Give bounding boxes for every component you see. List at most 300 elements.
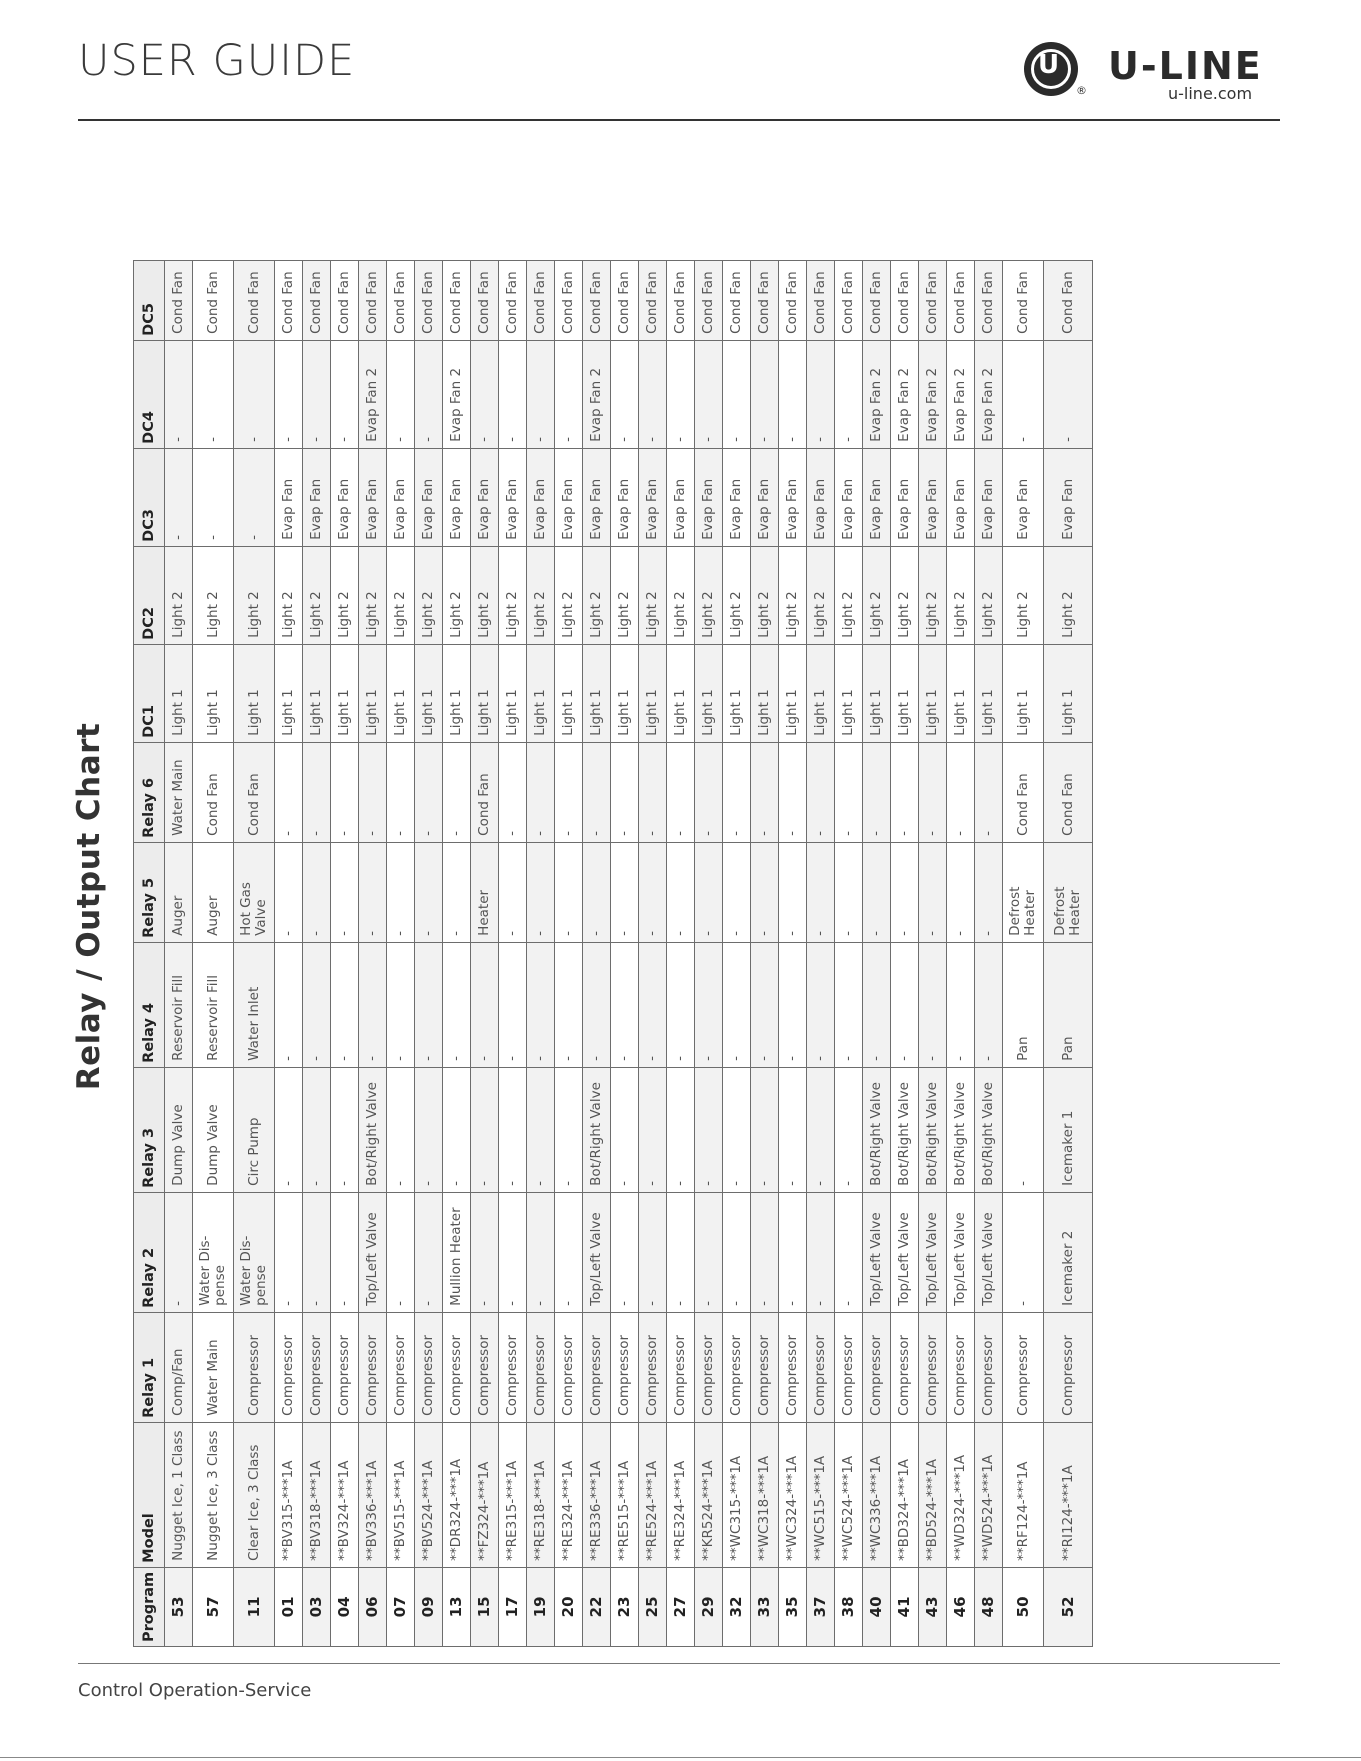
output-cell: - (863, 842, 891, 942)
output-cell: Water Main (165, 742, 193, 842)
output-cell: Evap Fan (807, 448, 835, 546)
output-cell: Evap Fan (331, 448, 359, 546)
output-cell: - (499, 742, 527, 842)
output-cell: - (527, 340, 555, 448)
output-cell: Light 2 (667, 546, 695, 644)
output-cell: - (723, 340, 751, 448)
output-cell: - (555, 1067, 583, 1192)
table-row (443, 260, 471, 1646)
output-cell: Top/Left Valve (583, 1192, 611, 1312)
table-row (611, 260, 639, 1646)
output-cell: Bot/Right Valve (863, 1067, 891, 1192)
output-cell: - (1044, 340, 1093, 448)
column-header: Relay 3 (134, 1067, 165, 1192)
output-cell: Light 1 (527, 644, 555, 742)
output-cell: - (303, 1192, 331, 1312)
model-cell: **WC315-***1A (723, 1422, 751, 1567)
table-row (303, 260, 331, 1646)
program-cell: 41 (891, 1567, 919, 1646)
output-cell: - (387, 340, 415, 448)
model-cell: **RE524-***1A (639, 1422, 667, 1567)
output-cell: Bot/Right Valve (359, 1067, 387, 1192)
output-cell: - (723, 942, 751, 1067)
program-cell: 04 (331, 1567, 359, 1646)
output-cell: - (471, 1067, 499, 1192)
output-cell: - (303, 1067, 331, 1192)
output-cell: - (667, 1192, 695, 1312)
output-cell: - (555, 942, 583, 1067)
output-cell: Top/Left Valve (359, 1192, 387, 1312)
column-header: DC3 (134, 448, 165, 546)
model-cell: **BV315-***1A (275, 1422, 303, 1567)
table-row (387, 260, 415, 1646)
output-cell: Light 1 (387, 644, 415, 742)
output-cell: Cond Fan (863, 260, 891, 340)
model-cell: **RE315-***1A (499, 1422, 527, 1567)
output-cell: - (639, 842, 667, 942)
output-cell: Light 2 (695, 546, 723, 644)
output-cell: Light 2 (947, 546, 975, 644)
output-cell: Light 2 (975, 546, 1003, 644)
output-cell: Evap Fan (919, 448, 947, 546)
output-cell: Evap Fan (835, 448, 863, 546)
output-cell: - (667, 1067, 695, 1192)
table-row (891, 260, 919, 1646)
table-row (779, 260, 807, 1646)
output-cell: Light 2 (443, 546, 471, 644)
output-cell: Light 2 (779, 546, 807, 644)
output-cell: - (611, 942, 639, 1067)
output-cell: Reservoir Fill (165, 942, 193, 1067)
output-cell: - (611, 1067, 639, 1192)
output-cell: Evap Fan 2 (891, 340, 919, 448)
output-cell: - (443, 942, 471, 1067)
table-row (359, 260, 387, 1646)
output-cell: - (415, 340, 443, 448)
output-cell: Cond Fan (234, 742, 275, 842)
output-cell: Evap Fan (555, 448, 583, 546)
output-cell: - (387, 942, 415, 1067)
output-cell: - (1003, 1067, 1044, 1192)
output-cell: Light 2 (1044, 546, 1093, 644)
output-cell: Compressor (723, 1312, 751, 1422)
model-cell: **RE336-***1A (583, 1422, 611, 1567)
output-cell: Evap Fan (583, 448, 611, 546)
output-cell: - (275, 742, 303, 842)
output-cell: - (165, 448, 193, 546)
model-cell: **WC336-***1A (863, 1422, 891, 1567)
output-cell: Light 1 (443, 644, 471, 742)
logo-mark: U (1038, 50, 1060, 80)
rotated-chart (71, 156, 1226, 1657)
output-cell: - (387, 1192, 415, 1312)
output-cell: - (751, 942, 779, 1067)
output-cell: Cond Fan (387, 260, 415, 340)
output-cell: Top/Left Valve (947, 1192, 975, 1312)
output-cell: Compressor (751, 1312, 779, 1422)
program-cell: 23 (611, 1567, 639, 1646)
table-row (751, 260, 779, 1646)
output-cell: - (555, 340, 583, 448)
output-cell: - (415, 942, 443, 1067)
output-cell: - (165, 1192, 193, 1312)
output-cell: Evap Fan 2 (443, 340, 471, 448)
output-cell: - (359, 742, 387, 842)
output-cell: - (387, 1067, 415, 1192)
output-cell: Evap Fan (639, 448, 667, 546)
program-cell: 11 (234, 1567, 275, 1646)
output-cell: - (919, 742, 947, 842)
output-cell: Cond Fan (359, 260, 387, 340)
table-row (583, 260, 611, 1646)
output-cell: Light 2 (751, 546, 779, 644)
output-cell: Cond Fan (947, 260, 975, 340)
output-cell: - (471, 340, 499, 448)
output-cell: Light 1 (1044, 644, 1093, 742)
output-cell: Evap Fan (667, 448, 695, 546)
model-cell: **RE324-***1A (667, 1422, 695, 1567)
model-cell: **RE515-***1A (611, 1422, 639, 1567)
program-cell: 03 (303, 1567, 331, 1646)
output-cell: Top/Left Valve (891, 1192, 919, 1312)
column-header: DC5 (134, 260, 165, 340)
output-cell: - (835, 1192, 863, 1312)
output-cell: Cond Fan (234, 260, 275, 340)
output-cell: Light 1 (807, 644, 835, 742)
model-cell: **WD324-***1A (947, 1422, 975, 1567)
program-cell: 06 (359, 1567, 387, 1646)
output-cell: - (779, 1192, 807, 1312)
output-cell: - (807, 742, 835, 842)
output-cell: - (165, 340, 193, 448)
output-cell: - (611, 842, 639, 942)
output-cell: - (807, 1192, 835, 1312)
output-cell: - (695, 1192, 723, 1312)
output-cell: - (331, 742, 359, 842)
output-cell: - (527, 1192, 555, 1312)
output-cell: - (667, 842, 695, 942)
output-cell: Light 2 (919, 546, 947, 644)
output-cell: Cond Fan (723, 260, 751, 340)
output-cell: - (303, 942, 331, 1067)
output-cell: - (807, 340, 835, 448)
table-row (807, 260, 835, 1646)
output-cell: Light 1 (471, 644, 499, 742)
output-cell: Bot/Right Valve (919, 1067, 947, 1192)
model-cell: Nugget Ice, 3 Class (193, 1422, 234, 1567)
output-cell: Light 2 (835, 546, 863, 644)
output-cell: Defrost Heater (1003, 842, 1044, 942)
model-cell: **WD524-***1A (975, 1422, 1003, 1567)
output-cell: Compressor (1044, 1312, 1093, 1422)
table-row (331, 260, 359, 1646)
output-cell: Light 1 (193, 644, 234, 742)
output-cell: Light 2 (234, 546, 275, 644)
model-cell: **RE324-***1A (555, 1422, 583, 1567)
output-cell: - (387, 842, 415, 942)
output-cell: - (499, 1067, 527, 1192)
output-cell: - (471, 942, 499, 1067)
column-header: Relay 1 (134, 1312, 165, 1422)
output-cell: Mullion Heater (443, 1192, 471, 1312)
output-cell: Evap Fan (779, 448, 807, 546)
output-cell: - (723, 1192, 751, 1312)
output-cell: - (947, 942, 975, 1067)
table-row (275, 260, 303, 1646)
output-cell: Evap Fan (975, 448, 1003, 546)
program-cell: 27 (667, 1567, 695, 1646)
output-cell: Cond Fan (611, 260, 639, 340)
output-cell: Cond Fan (303, 260, 331, 340)
output-cell: Defrost Heater (1044, 842, 1093, 942)
output-cell: - (891, 742, 919, 842)
program-cell: 13 (443, 1567, 471, 1646)
output-cell: - (275, 340, 303, 448)
output-cell: Light 2 (583, 546, 611, 644)
column-header: Relay 2 (134, 1192, 165, 1312)
output-cell: - (835, 842, 863, 942)
output-cell: - (555, 842, 583, 942)
output-cell: - (975, 842, 1003, 942)
output-cell: Comp/Fan (165, 1312, 193, 1422)
output-cell: - (667, 942, 695, 1067)
output-cell: - (779, 942, 807, 1067)
output-cell: Water Dis-pense (234, 1192, 275, 1312)
output-cell: Compressor (499, 1312, 527, 1422)
output-cell: Light 2 (359, 546, 387, 644)
output-cell: Light 1 (947, 644, 975, 742)
output-cell: - (751, 842, 779, 942)
table-header-row (134, 260, 165, 1646)
table-row (639, 260, 667, 1646)
output-cell: Dump Valve (165, 1067, 193, 1192)
output-cell: Evap Fan (471, 448, 499, 546)
output-cell: Light 2 (275, 546, 303, 644)
registered-mark: ® (1076, 84, 1087, 97)
model-cell: **KR524-***1A (695, 1422, 723, 1567)
program-cell: 35 (779, 1567, 807, 1646)
model-cell: **WC318-***1A (751, 1422, 779, 1567)
output-cell: - (751, 1192, 779, 1312)
brand-url: u-line.com (1168, 84, 1253, 103)
output-cell: - (751, 742, 779, 842)
program-cell: 15 (471, 1567, 499, 1646)
output-cell: - (275, 842, 303, 942)
output-cell: - (611, 340, 639, 448)
output-cell: Compressor (807, 1312, 835, 1422)
column-header: DC4 (134, 340, 165, 448)
output-cell: - (331, 340, 359, 448)
output-cell: - (695, 942, 723, 1067)
output-cell: - (499, 842, 527, 942)
output-cell: - (947, 742, 975, 842)
output-cell: Cond Fan (919, 260, 947, 340)
column-header: DC2 (134, 546, 165, 644)
output-cell: Compressor (527, 1312, 555, 1422)
output-cell: - (807, 942, 835, 1067)
output-cell: - (331, 1067, 359, 1192)
program-cell: 37 (807, 1567, 835, 1646)
output-cell: Auger (165, 842, 193, 942)
output-cell: - (751, 340, 779, 448)
output-cell: Compressor (863, 1312, 891, 1422)
output-cell: - (639, 1067, 667, 1192)
output-cell: Cond Fan (527, 260, 555, 340)
output-cell: Evap Fan (891, 448, 919, 546)
output-cell: - (499, 340, 527, 448)
output-cell: - (723, 842, 751, 942)
program-cell: 09 (415, 1567, 443, 1646)
model-cell: **RE318-***1A (527, 1422, 555, 1567)
output-cell: Top/Left Valve (975, 1192, 1003, 1312)
output-cell: - (359, 842, 387, 942)
output-cell: - (835, 942, 863, 1067)
output-cell: Hot Gas Valve (234, 842, 275, 942)
program-cell: 40 (863, 1567, 891, 1646)
program-cell: 32 (723, 1567, 751, 1646)
output-cell: - (303, 742, 331, 842)
output-cell: - (639, 742, 667, 842)
output-cell: Compressor (415, 1312, 443, 1422)
output-cell: - (415, 842, 443, 942)
output-cell: Cond Fan (193, 260, 234, 340)
output-cell: Light 2 (639, 546, 667, 644)
output-cell: Light 1 (583, 644, 611, 742)
output-cell: Compressor (919, 1312, 947, 1422)
program-cell: 29 (695, 1567, 723, 1646)
output-cell: Cond Fan (193, 742, 234, 842)
output-cell: Cond Fan (891, 260, 919, 340)
output-cell: Evap Fan (863, 448, 891, 546)
program-cell: 43 (919, 1567, 947, 1646)
output-cell: Light 1 (723, 644, 751, 742)
table-row (863, 260, 891, 1646)
page-edge-line (0, 1757, 1361, 1758)
output-cell: - (527, 742, 555, 842)
program-cell: 17 (499, 1567, 527, 1646)
output-cell: Circ Pump (234, 1067, 275, 1192)
output-cell: - (975, 942, 1003, 1067)
output-cell: - (639, 942, 667, 1067)
output-cell: - (975, 742, 1003, 842)
output-cell: Light 1 (415, 644, 443, 742)
output-cell: Cond Fan (165, 260, 193, 340)
output-cell: Cond Fan (751, 260, 779, 340)
output-cell: Dump Valve (193, 1067, 234, 1192)
table-row (234, 260, 275, 1646)
output-cell: - (387, 742, 415, 842)
output-cell: - (667, 340, 695, 448)
output-cell: Evap Fan (415, 448, 443, 546)
output-cell: Compressor (975, 1312, 1003, 1422)
output-cell: - (807, 842, 835, 942)
output-cell: Icemaker 2 (1044, 1192, 1093, 1312)
output-cell: Bot/Right Valve (891, 1067, 919, 1192)
output-cell: - (835, 340, 863, 448)
output-cell: - (891, 942, 919, 1067)
output-cell: Light 2 (807, 546, 835, 644)
output-cell: Light 1 (975, 644, 1003, 742)
output-cell: Light 2 (193, 546, 234, 644)
table-row (193, 260, 234, 1646)
output-cell: - (583, 842, 611, 942)
program-cell: 52 (1044, 1567, 1093, 1646)
output-cell: Light 1 (359, 644, 387, 742)
output-cell: Water Main (193, 1312, 234, 1422)
output-cell: Cond Fan (275, 260, 303, 340)
output-cell: Compressor (891, 1312, 919, 1422)
output-cell: - (583, 742, 611, 842)
output-cell: Evap Fan 2 (919, 340, 947, 448)
output-cell: Bot/Right Valve (975, 1067, 1003, 1192)
output-cell: Compressor (387, 1312, 415, 1422)
model-cell: **BV318-***1A (303, 1422, 331, 1567)
model-cell: Nugget Ice, 1 Class (165, 1422, 193, 1567)
output-cell: Evap Fan (723, 448, 751, 546)
output-cell: - (471, 1192, 499, 1312)
output-cell: - (639, 340, 667, 448)
output-cell: Cond Fan (835, 260, 863, 340)
output-cell: Compressor (275, 1312, 303, 1422)
model-cell: **RI124-***1A (1044, 1422, 1093, 1567)
output-cell: - (499, 1192, 527, 1312)
output-cell: - (555, 1192, 583, 1312)
column-header: Program (134, 1567, 165, 1646)
output-cell: Light 2 (723, 546, 751, 644)
model-cell: **BV324-***1A (331, 1422, 359, 1567)
model-cell: **RF124-***1A (1003, 1422, 1044, 1567)
table-row (471, 260, 499, 1646)
output-cell: Light 1 (499, 644, 527, 742)
output-cell: Cond Fan (443, 260, 471, 340)
output-cell: Cond Fan (807, 260, 835, 340)
output-cell: - (779, 1067, 807, 1192)
output-cell: Compressor (443, 1312, 471, 1422)
output-cell: Compressor (555, 1312, 583, 1422)
output-cell: - (835, 742, 863, 842)
column-header: Relay 5 (134, 842, 165, 942)
output-cell: - (863, 742, 891, 842)
output-cell: Light 2 (331, 546, 359, 644)
output-cell: Compressor (947, 1312, 975, 1422)
output-cell: Compressor (667, 1312, 695, 1422)
table-row (835, 260, 863, 1646)
output-cell: Compressor (234, 1312, 275, 1422)
output-cell: Evap Fan 2 (975, 340, 1003, 448)
output-cell: - (331, 942, 359, 1067)
output-cell: Light 2 (527, 546, 555, 644)
output-cell: Light 1 (234, 644, 275, 742)
output-cell: Light 1 (611, 644, 639, 742)
output-cell: Light 2 (499, 546, 527, 644)
output-cell: - (695, 842, 723, 942)
table-row (165, 260, 193, 1646)
output-cell: Light 2 (471, 546, 499, 644)
table-row (527, 260, 555, 1646)
brand-logo (1020, 38, 1280, 108)
output-cell: Evap Fan (527, 448, 555, 546)
output-cell: Compressor (471, 1312, 499, 1422)
output-cell: - (275, 1067, 303, 1192)
output-cell: Evap Fan (695, 448, 723, 546)
output-cell: Evap Fan 2 (947, 340, 975, 448)
output-cell: - (779, 842, 807, 942)
table-row (919, 260, 947, 1646)
output-cell: Evap Fan (1044, 448, 1093, 546)
program-cell: 57 (193, 1567, 234, 1646)
output-cell: - (499, 942, 527, 1067)
program-cell: 19 (527, 1567, 555, 1646)
